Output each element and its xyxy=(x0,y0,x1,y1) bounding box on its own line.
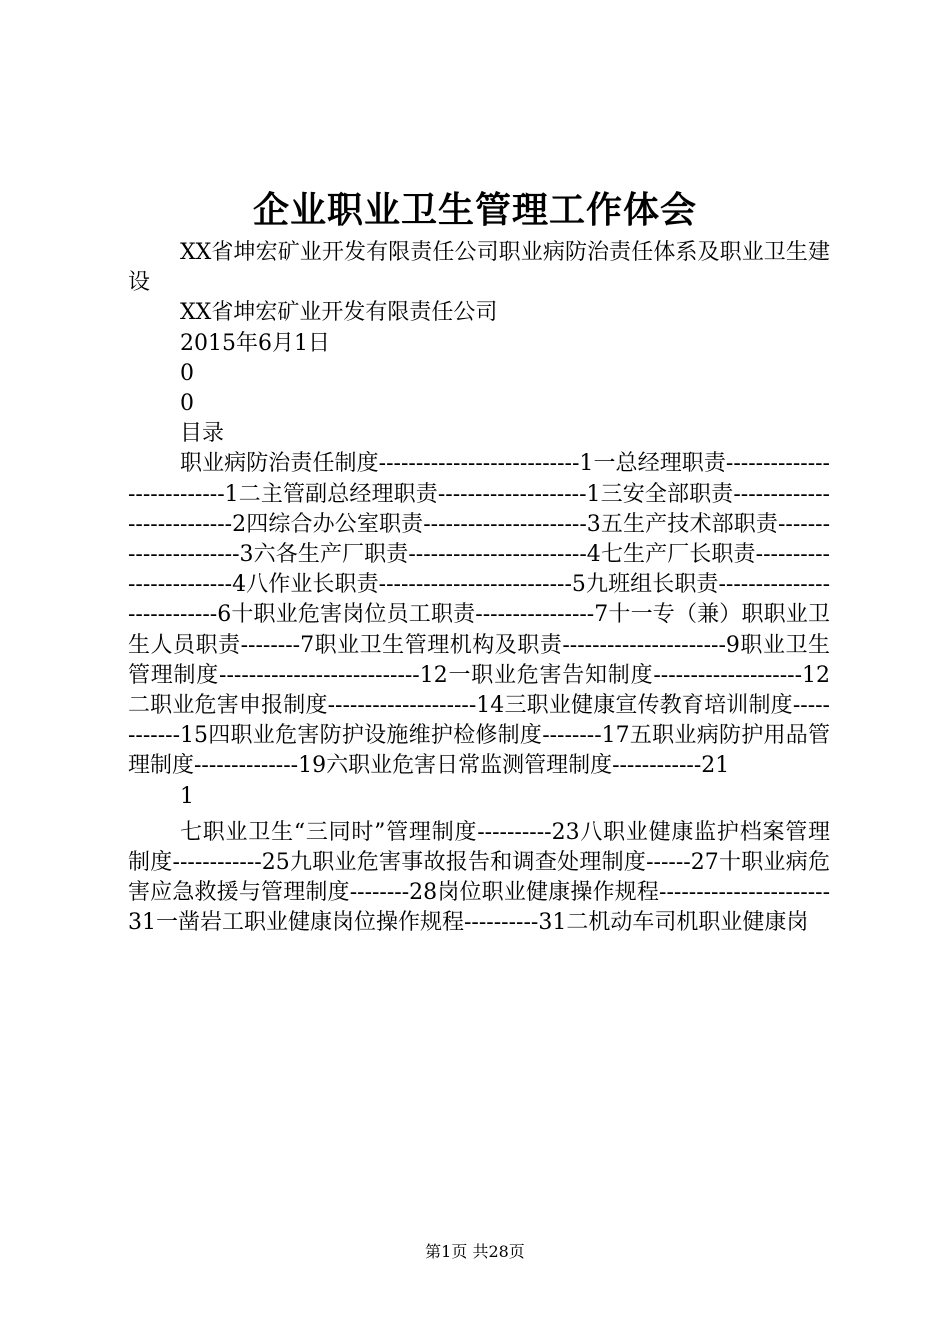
toc-list-part-1: 职业病防治责任制度---------------------------1一总经理职责---------------------------1二主管副总经理职责--------------------1三安全部职责---------------------------2四综合办公室职责----------------------3五生产技术部职责----------------------3六各生产厂职责------------------------4七生产厂长职责------------------------4八作业长职责--------------------------5九班组长职责---------------------------6十职业危害岗位员工职责----------------7十一专（兼）职职业卫生人员职责--------7职业卫生管理机构及职责----------------------9职业卫生管理制度---------------------------12一职业危害告知制度--------------------12二职业危害申报制度--------------------14三职业健康宣传教育培训制度------------15四职业危害防护设施维护检修制度--------17五职业病防护用品管理制度--------------19六职业危害日常监测管理制度------------21 xyxy=(128,451,830,779)
paragraph-date: 2015年6月1日 xyxy=(180,330,330,356)
paragraph-zero-2: 0 xyxy=(180,391,194,417)
toc-heading: 目录 xyxy=(180,421,225,447)
page-number-inline: 1 xyxy=(180,783,194,809)
document-title: 企业职业卫生管理工作体会 xyxy=(252,189,697,231)
page-footer: 第1页 共28页 xyxy=(425,1242,525,1261)
paragraph-zero-1: 0 xyxy=(180,360,194,386)
toc-list-part-2: 七职业卫生“三同时”管理制度----------23八职业健康监护档案管理制度------------25九职业危害事故报告和调查处理制度------27十职业病危害应急救援与管理制度--------28岗位职业健康操作规程-----------------------31一凿岩工职业健康岗位操作规程----------31二机动车司机职业健康岗 xyxy=(128,819,830,936)
paragraph-company: XX省坤宏矿业开发有限责任公司 xyxy=(180,300,498,326)
paragraph-subject: XX省坤宏矿业开发有限责任公司职业病防治责任体系及职业卫生建设 xyxy=(128,240,830,296)
document-body xyxy=(128,238,830,939)
